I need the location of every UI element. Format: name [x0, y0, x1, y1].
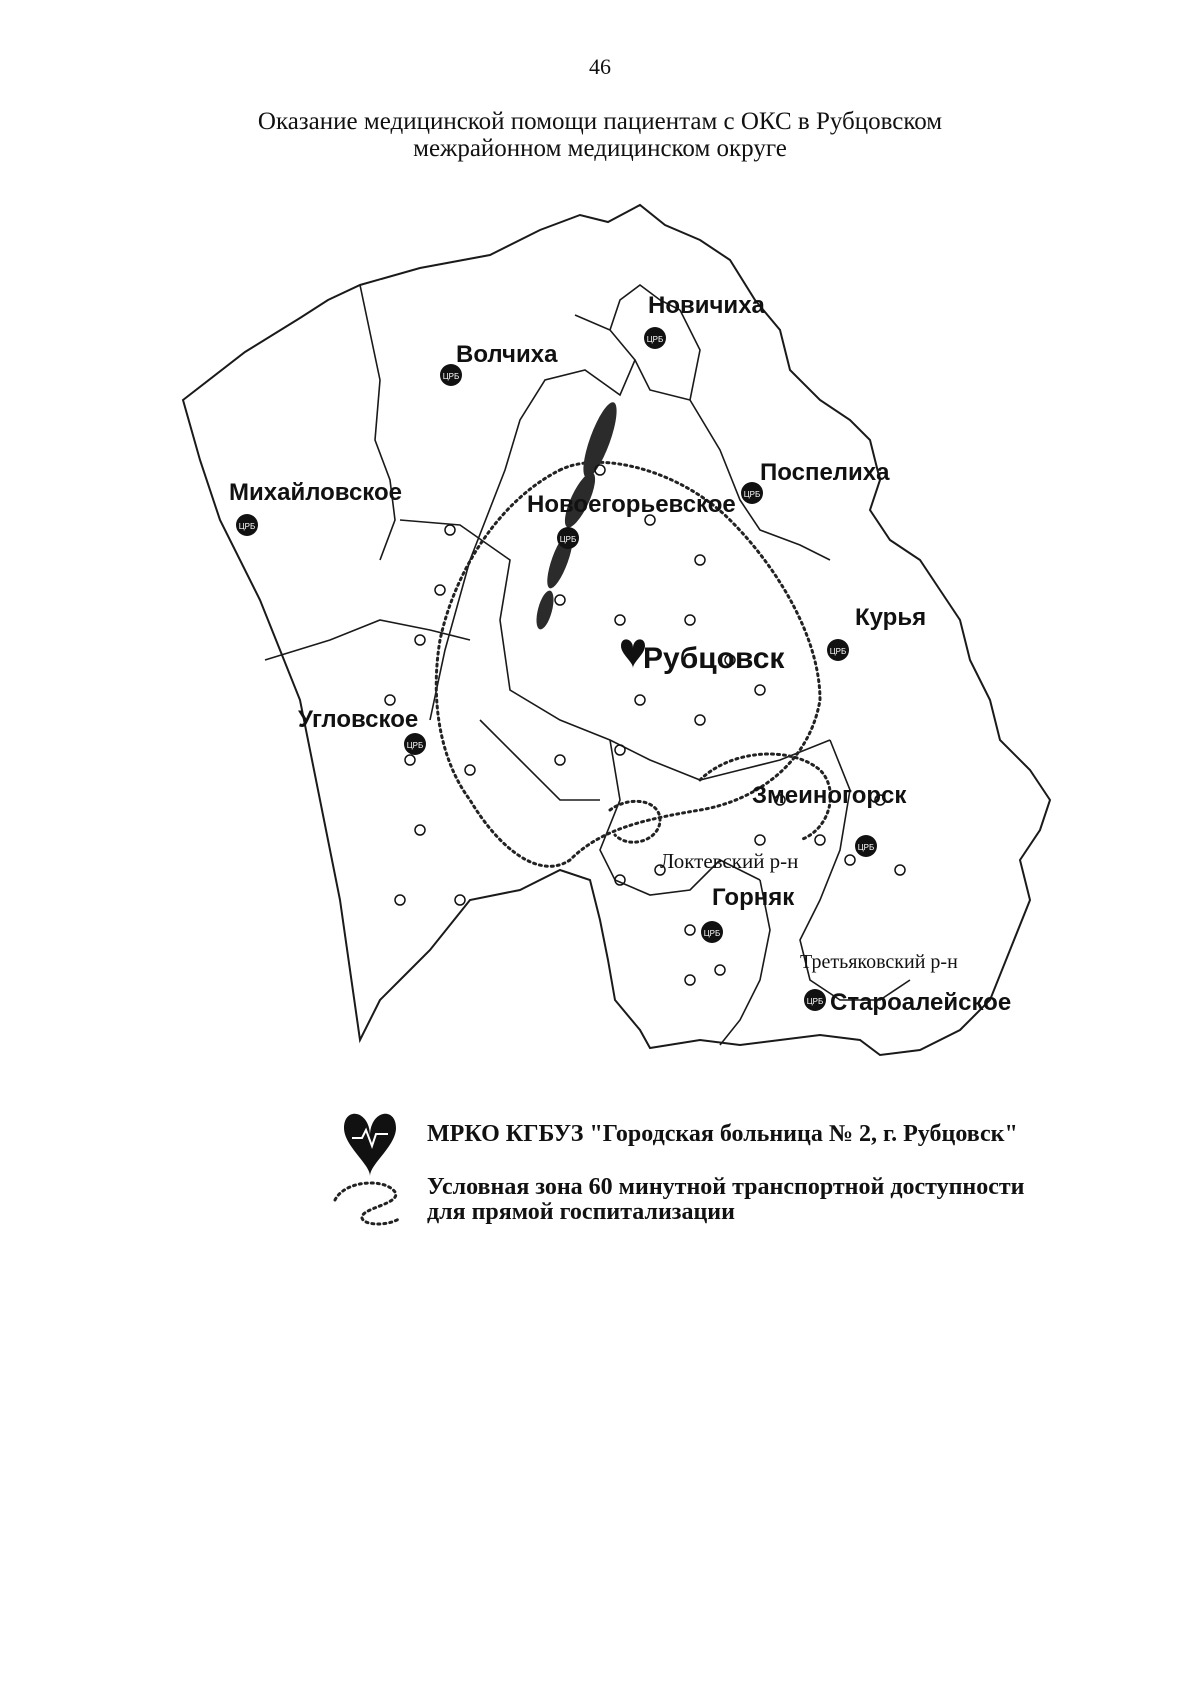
svg-text:ЦРБ: ЦРБ — [806, 997, 824, 1006]
hospital-marker-mikhaylovskoe — [236, 514, 258, 536]
legend-zone-line-1: Условная зона 60 минутной транспортной доступности — [427, 1174, 1025, 1200]
svg-text:ЦРБ: ЦРБ — [442, 372, 460, 381]
label-kurya: Курья — [855, 604, 927, 631]
label-rubtsovsk: Рубцовск — [643, 642, 785, 675]
hospital-marker-zmeinogorsk — [855, 835, 877, 857]
dotted-zone-icon — [335, 1183, 400, 1224]
svg-text:ЦРБ: ЦРБ — [829, 647, 847, 656]
svg-text:ЦРБ: ЦРБ — [238, 522, 256, 531]
label-uglovskoe: Угловское — [298, 706, 419, 733]
hospital-marker-kurya — [827, 639, 849, 661]
label-staroaleyskoe: Староалейское — [830, 989, 1012, 1016]
label-mikhaylovskoe: Михайловское — [229, 479, 402, 506]
svg-text:ЦРБ: ЦРБ — [646, 335, 664, 344]
settlement-markers — [385, 465, 905, 985]
title-line-2: межрайонном медицинском округе — [413, 135, 787, 162]
label-novichikha: Новичиха — [648, 292, 765, 319]
hospital-marker-staroaleyskoe — [804, 989, 826, 1011]
svg-text:ЦРБ: ЦРБ — [743, 490, 761, 499]
district-borders — [265, 285, 910, 1045]
legend-hospital-label: МРКО КГБУЗ "Городская больница № 2, г. Рубцовск" — [427, 1121, 1018, 1147]
legend-hospital — [427, 1121, 1018, 1148]
svg-text:ЦРБ: ЦРБ — [703, 929, 721, 938]
label-volchikha: Волчиха — [456, 341, 558, 368]
label-pospelikha: Поспелиха — [760, 459, 890, 486]
label-novoegorevskoe: Новоегорьевское — [527, 491, 736, 518]
district-labels-serif — [660, 849, 958, 973]
hospital-marker-uglovskoe — [404, 733, 426, 755]
label-zmeinogorsk: Змеиногорск — [752, 782, 907, 809]
rubtsovsk-heart-icon — [621, 639, 645, 668]
legend-zone — [427, 1175, 1025, 1225]
hospital-marker-gornyak — [701, 921, 723, 943]
label-tretyakovsky: Третьяковский р-н — [800, 951, 958, 973]
district-labels — [229, 292, 1011, 1016]
svg-text:ЦРБ: ЦРБ — [559, 535, 577, 544]
page-number: 46 — [589, 54, 611, 79]
title-line-1: Оказание медицинской помощи пациентам с ОКС в Рубцовском — [257, 108, 943, 135]
svg-text:ЦРБ: ЦРБ — [406, 741, 424, 750]
heart-hospital-icon — [344, 1114, 396, 1176]
label-loktevsky: Локтевский р-н — [660, 849, 799, 873]
hospital-marker-novichikha — [644, 327, 666, 349]
hospital-marker-novoegorevskoe — [557, 527, 579, 549]
label-gornyak: Горняк — [712, 884, 795, 911]
svg-text:ЦРБ: ЦРБ — [857, 843, 875, 852]
legend-zone-line-2: для прямой госпитализации — [427, 1199, 735, 1225]
